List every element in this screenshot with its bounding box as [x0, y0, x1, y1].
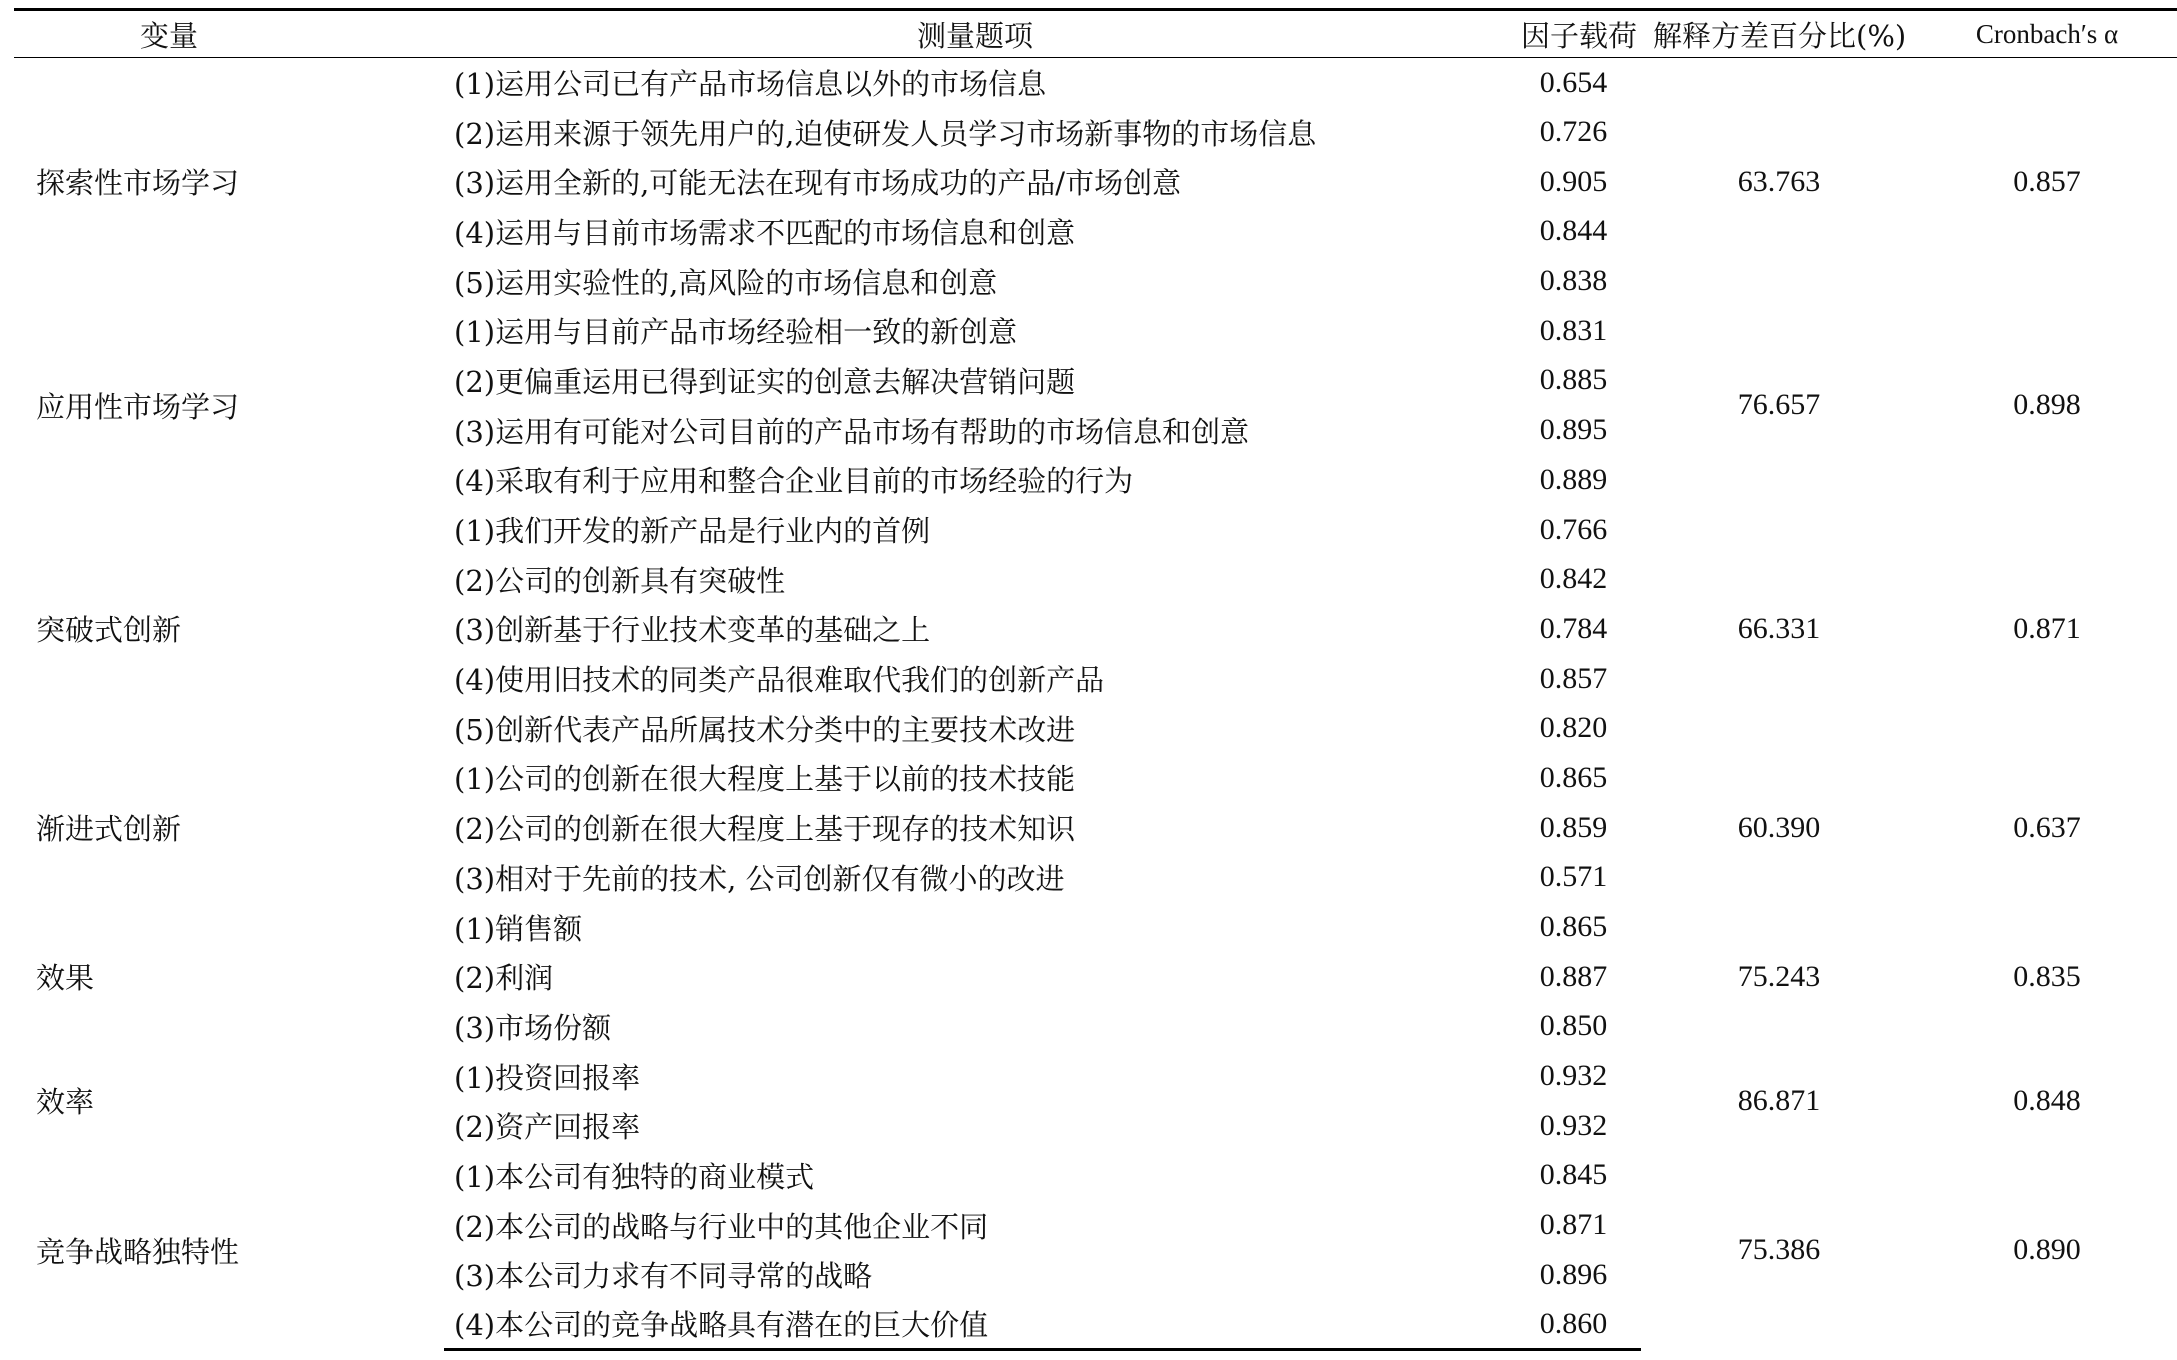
measurement-item: (4)本公司的竞争战略具有潜在的巨大价值 [444, 1300, 1506, 1350]
factor-loading: 0.726 [1539, 115, 1608, 149]
header-loading: 因子载荷 [1506, 10, 1641, 58]
factor-loading: 0.820 [1539, 711, 1608, 745]
factor-loading: 0.895 [1539, 413, 1608, 447]
factor-loading: 0.885 [1539, 363, 1608, 397]
factor-loading: 0.887 [1539, 959, 1608, 993]
factor-loading: 0.784 [1539, 611, 1608, 645]
table-body [14, 58, 2177, 1350]
factor-loading: 0.859 [1539, 810, 1608, 844]
factor-loading: 0.871 [1539, 1208, 1608, 1242]
table-row [14, 505, 2177, 555]
header-variable: 变量 [14, 10, 444, 58]
variance-explained: 86.871 [1737, 1083, 1821, 1117]
measurement-item: (5)运用实验性的,高风险的市场信息和创意 [454, 265, 998, 300]
measurement-item: (3)创新基于行业技术变革的基础之上 [454, 613, 931, 648]
table-row [14, 753, 2177, 803]
factor-loading: 0.865 [1539, 760, 1608, 794]
variable-name: 应用性市场学习 [36, 389, 240, 424]
measurement-item: (2)公司的创新在很大程度上基于现存的技术知识 [454, 812, 1076, 847]
measurement-item: (1)运用与目前产品市场经验相一致的新创意 [454, 315, 1018, 350]
measurement-item: (1)投资回报率 [454, 1060, 641, 1095]
measurement-item: (5)创新代表产品所属技术分类中的主要技术改进 [454, 712, 1076, 747]
measurement-item: (1)销售额 [454, 911, 583, 946]
measurement-item: (2)运用来源于领先用户的,迫使研发人员学习市场新事物的市场信息 [454, 116, 1317, 151]
factor-loading: 0.842 [1539, 562, 1608, 596]
factor-loading: 0.831 [1539, 313, 1608, 347]
cronbach-alpha: 0.857 [2013, 164, 2081, 198]
measurement-item: (3)相对于先前的技术, 公司创新仅有微小的改进 [454, 861, 1065, 896]
measurement-item: (1)公司的创新在很大程度上基于以前的技术技能 [454, 762, 1076, 797]
factor-loading: 0.571 [1539, 860, 1608, 894]
measurement-item: (2)资产回报率 [454, 1110, 641, 1145]
factor-loading: 0.850 [1539, 1009, 1608, 1043]
header-item: 测量题项 [444, 10, 1506, 58]
variance-explained: 76.657 [1737, 388, 1821, 422]
measurement-item: (3)本公司力求有不同寻常的战略 [454, 1259, 873, 1294]
measurement-item: (1)运用公司已有产品市场信息以外的市场信息 [454, 67, 1047, 102]
variable-name: 竞争战略独特性 [36, 1234, 240, 1269]
variance-explained: 66.331 [1737, 611, 1821, 645]
variable-name: 效果 [36, 961, 95, 996]
factor-loading: 0.905 [1539, 164, 1608, 198]
factor-loading: 0.857 [1539, 661, 1608, 695]
header-alpha: Cronbach′s α [1917, 10, 2177, 58]
factor-loading: 0.838 [1539, 264, 1608, 298]
table-row [14, 306, 2177, 356]
measurement-item: (4)使用旧技术的同类产品很难取代我们的创新产品 [454, 663, 1105, 698]
cronbach-alpha: 0.835 [2013, 959, 2081, 993]
cronbach-alpha: 0.898 [2013, 388, 2081, 422]
factor-loading: 0.860 [1506, 1300, 1641, 1350]
table-row [14, 1151, 2177, 1201]
variance-explained: 75.243 [1737, 959, 1821, 993]
table-row [14, 1051, 2177, 1101]
cronbach-alpha: 0.848 [2013, 1083, 2081, 1117]
factor-loading: 0.865 [1539, 910, 1608, 944]
cronbach-alpha: 0.871 [2013, 611, 2081, 645]
factor-loading: 0.889 [1539, 462, 1608, 496]
variance-explained: 63.763 [1737, 164, 1821, 198]
factor-loading: 0.845 [1539, 1158, 1608, 1192]
table-row [14, 902, 2177, 952]
measurement-item: (2)公司的创新具有突破性 [454, 563, 786, 598]
variance-explained: 60.390 [1737, 810, 1821, 844]
table-container [14, 8, 2119, 1351]
measurement-item: (3)运用有可能对公司目前的产品市场有帮助的市场信息和创意 [454, 414, 1250, 449]
header-variance: 解释方差百分比(%) [1641, 10, 1917, 58]
measurement-item: (2)本公司的战略与行业中的其他企业不同 [454, 1209, 989, 1244]
table-header [14, 10, 2177, 58]
factor-loading: 0.932 [1539, 1108, 1608, 1142]
factor-loading: 0.766 [1539, 512, 1608, 546]
variable-name: 渐进式创新 [36, 812, 182, 847]
measurement-item: (3)市场份额 [454, 1010, 612, 1045]
table-row [14, 58, 2177, 108]
factor-loading: 0.844 [1539, 214, 1608, 248]
measurement-item: (2)利润 [454, 961, 554, 996]
variance-explained: 75.386 [1737, 1233, 1821, 1266]
measurement-item: (3)运用全新的,可能无法在现有市场成功的产品/市场创意 [454, 166, 1182, 201]
cronbach-alpha: 0.890 [2013, 1233, 2081, 1266]
measurement-item: (4)运用与目前市场需求不匹配的市场信息和创意 [454, 215, 1076, 250]
cronbach-alpha: 0.637 [2013, 810, 2081, 844]
measurement-item: (1)本公司有独特的商业模式 [454, 1159, 815, 1194]
variable-name: 突破式创新 [36, 613, 182, 648]
variable-name: 效率 [36, 1085, 95, 1120]
factor-loading: 0.654 [1539, 65, 1608, 99]
factor-loading: 0.896 [1539, 1257, 1608, 1291]
header-row [14, 10, 2177, 58]
factor-analysis-table [14, 8, 2177, 1351]
measurement-item: (2)更偏重运用已得到证实的创意去解决营销问题 [454, 364, 1076, 399]
variable-name: 探索性市场学习 [36, 166, 240, 201]
measurement-item: (1)我们开发的新产品是行业内的首例 [454, 514, 931, 549]
measurement-item: (4)采取有利于应用和整合企业目前的市场经验的行为 [454, 464, 1134, 499]
factor-loading: 0.932 [1539, 1059, 1608, 1093]
